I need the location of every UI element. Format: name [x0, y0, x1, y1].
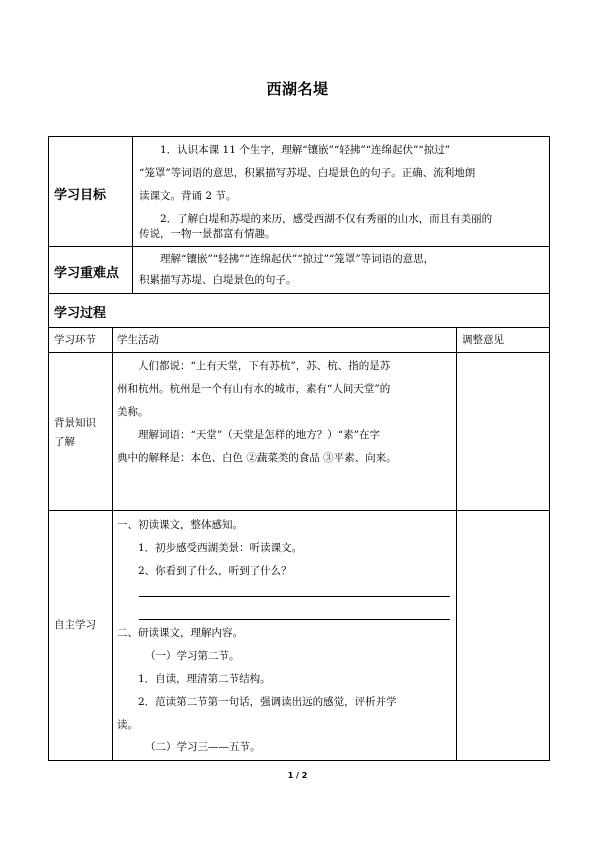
- row-divider: [48, 246, 550, 247]
- self-study-line: 二、研读课文，理解内容。: [117, 627, 243, 639]
- row-divider: [48, 510, 550, 511]
- key-points-line: 积累描写苏堤、白堤景色的句子。: [139, 274, 297, 286]
- row-divider: [48, 293, 550, 294]
- self-study-line: 读。: [117, 719, 138, 731]
- page-number: 1 / 2: [287, 771, 308, 780]
- background-line: 典中的解释是：本色、白色 ②蔬菜类的食品 ③平素、向来。: [117, 452, 397, 464]
- background-line: 州和杭州。杭州是一个有山有水的城市，素有“人间天堂”的: [117, 383, 391, 395]
- objectives-line: “笼罩”等词语的意思，积累描写苏堤、白堤景色的句子。正确、流利地朗: [139, 167, 476, 179]
- objectives-line: 读课文。背诵 2 节。: [139, 190, 237, 202]
- answer-line[interactable]: [139, 596, 450, 597]
- objectives-line: 1．认识本课 11 个生字，理解“镶嵌”“轻拂”“连绵起伏”“掠过”: [160, 144, 451, 156]
- self-study-line: （一）学习第二节。: [145, 650, 240, 662]
- background-line: 人们都说：“上有天堂，下有苏杭”，苏、杭、指的是苏: [138, 360, 391, 372]
- self-study-line: 1．自读，理清第二节结构。: [138, 673, 271, 685]
- process-label: 学习过程: [54, 306, 107, 321]
- header-stage: 学习环节: [54, 334, 96, 346]
- col-divider: [456, 327, 457, 761]
- row-divider: [48, 352, 550, 353]
- row-divider: [48, 327, 550, 328]
- self-study-line: 2、你看到了什么，听到了什么？: [138, 565, 292, 577]
- header-activity: 学生活动: [117, 334, 159, 346]
- background-label: 背景知识: [54, 417, 96, 429]
- objectives-line: 2．了解白堤和苏堤的来历，感受西湖不仅有秀丽的山水，而且有美丽的: [160, 213, 493, 225]
- key-points-line: 理解“镶嵌”“轻拂”“连绵起伏”“掠过”“笼罩”等词语的意思，: [160, 253, 435, 265]
- objectives-line: 传说，一物一景都富有情趣。: [139, 228, 276, 240]
- background-line: 理解词语：“天堂”（天堂是怎样的地方？）“素”在字: [138, 429, 380, 441]
- self-study-line: 一、初读课文，整体感知。: [117, 519, 243, 531]
- col-divider: [132, 136, 133, 293]
- objectives-label: 学习目标: [54, 188, 107, 203]
- header-adjust: 调整意见: [462, 334, 504, 346]
- self-study-line: 1．初步感受西湖美景：听读课文。: [138, 542, 303, 554]
- key-points-label: 学习重难点: [54, 266, 120, 281]
- col-divider: [112, 327, 113, 761]
- self-study-label: 自主学习: [54, 619, 96, 631]
- background-label: 了解: [54, 436, 75, 448]
- answer-line[interactable]: [139, 619, 450, 620]
- background-line: 美称。: [117, 406, 149, 418]
- page-title: 西湖名堤: [266, 80, 329, 98]
- self-study-line: （二）学习三——五节。: [145, 741, 261, 753]
- self-study-line: 2．范读第二节第一句话，强调读出远的感觉，评析并学: [138, 696, 397, 708]
